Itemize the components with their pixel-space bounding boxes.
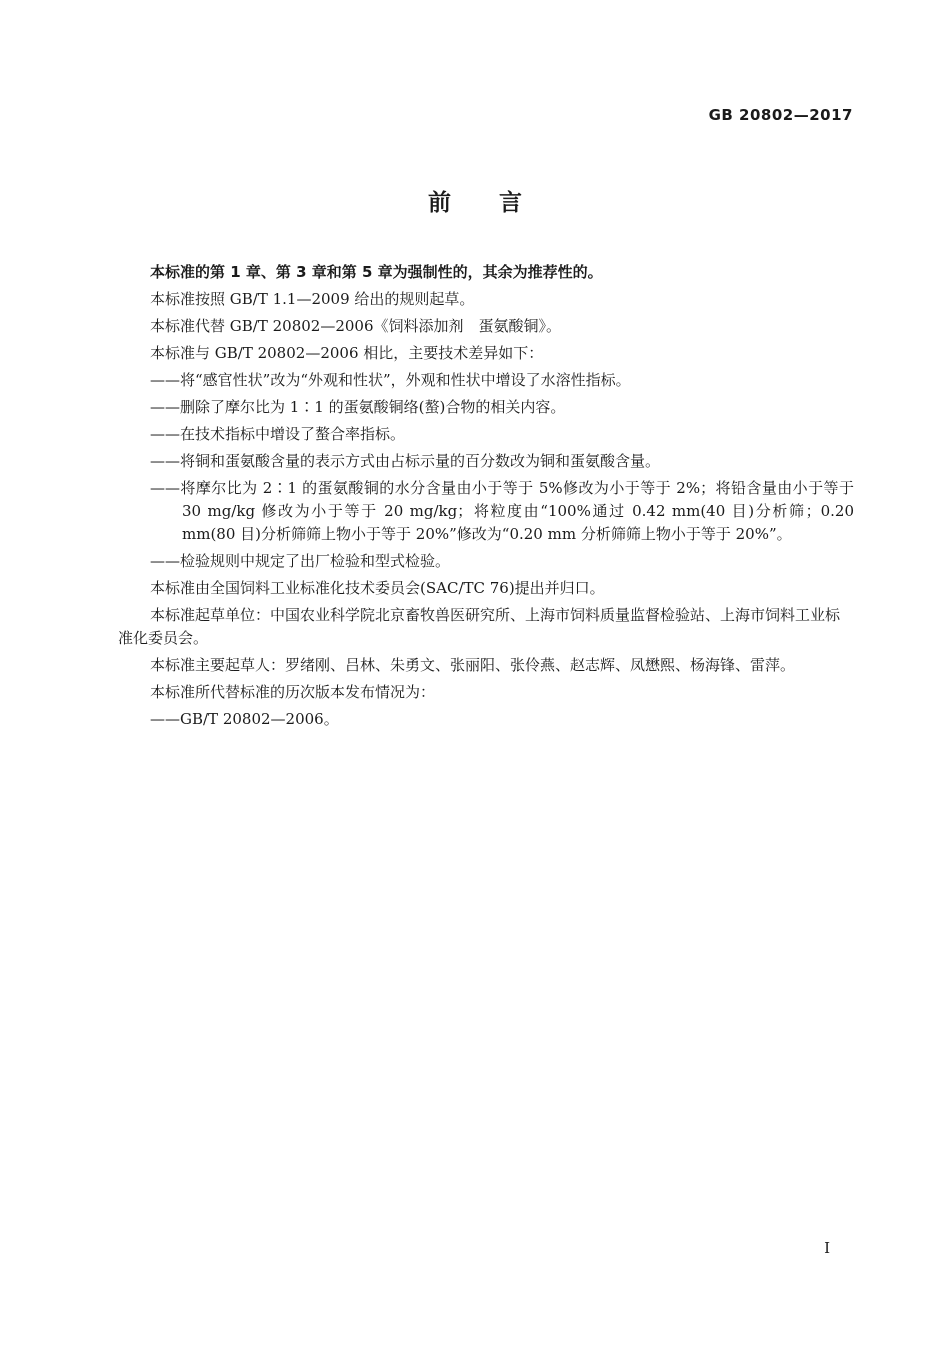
history-item: ——GB/T 20802—2006。 xyxy=(150,710,339,728)
foreword-body xyxy=(118,261,854,735)
difference-item: ——将摩尔比为 2∶1 的蛋氨酸铜的水分含量由小于等于 5%修改为小于等于 2%；将铅含量由小于等于 30 mg/kg 修改为小于等于 20 mg/kg；将粒度由“100%通过 0.42 mm(40 目)分析筛；0.20 mm(80 目)分析筛筛上物小于等于 20%”修改为“0.20 mm 分析筛筛上物小于等于 20%”。 xyxy=(150,479,854,543)
replaces-paragraph: 本标准代替 GB/T 20802—2006《饲料添加剂 蛋氨酸铜》。 xyxy=(150,317,561,335)
proposer-paragraph: 本标准由全国饲料工业标准化技术委员会(SAC/TC 76)提出并归口。 xyxy=(150,579,605,597)
mandatory-statement: 本标准的第 1 章、第 3 章和第 5 章为强制性的，其余为推荐性的。 xyxy=(150,263,603,281)
difference-item: ——在技术指标中增设了螯合率指标。 xyxy=(150,425,406,443)
difference-item: ——删除了摩尔比为 1∶1 的蛋氨酸铜络(螯)合物的相关内容。 xyxy=(150,398,566,416)
drafting-units-paragraph: 本标准起草单位：中国农业科学院北京畜牧兽医研究所、上海市饲料质量监督检验站、上海市饲料工业标准化委员会。 xyxy=(118,606,841,647)
difference-item: ——将“感官性状”改为“外观和性状”，外观和性状中增设了水溶性指标。 xyxy=(150,371,631,389)
differences-intro: 本标准与 GB/T 20802—2006 相比，主要技术差异如下： xyxy=(150,344,544,362)
history-intro: 本标准所代替标准的历次版本发布情况为： xyxy=(150,683,436,701)
page-number: I xyxy=(824,1239,830,1257)
document-code: GB 20802—2017 xyxy=(708,106,853,124)
drafting-rules-paragraph: 本标准按照 GB/T 1.1—2009 给出的规则起草。 xyxy=(150,290,475,308)
page-title: 前言 xyxy=(428,190,570,216)
drafters-paragraph: 本标准主要起草人：罗绪刚、吕林、朱勇文、张丽阳、张伶燕、赵志辉、凤懋熙、杨海锋、雷萍。 xyxy=(150,656,796,674)
difference-item: ——检验规则中规定了出厂检验和型式检验。 xyxy=(150,552,451,570)
difference-item: ——将铜和蛋氨酸含量的表示方式由占标示量的百分数改为铜和蛋氨酸含量。 xyxy=(150,452,661,470)
